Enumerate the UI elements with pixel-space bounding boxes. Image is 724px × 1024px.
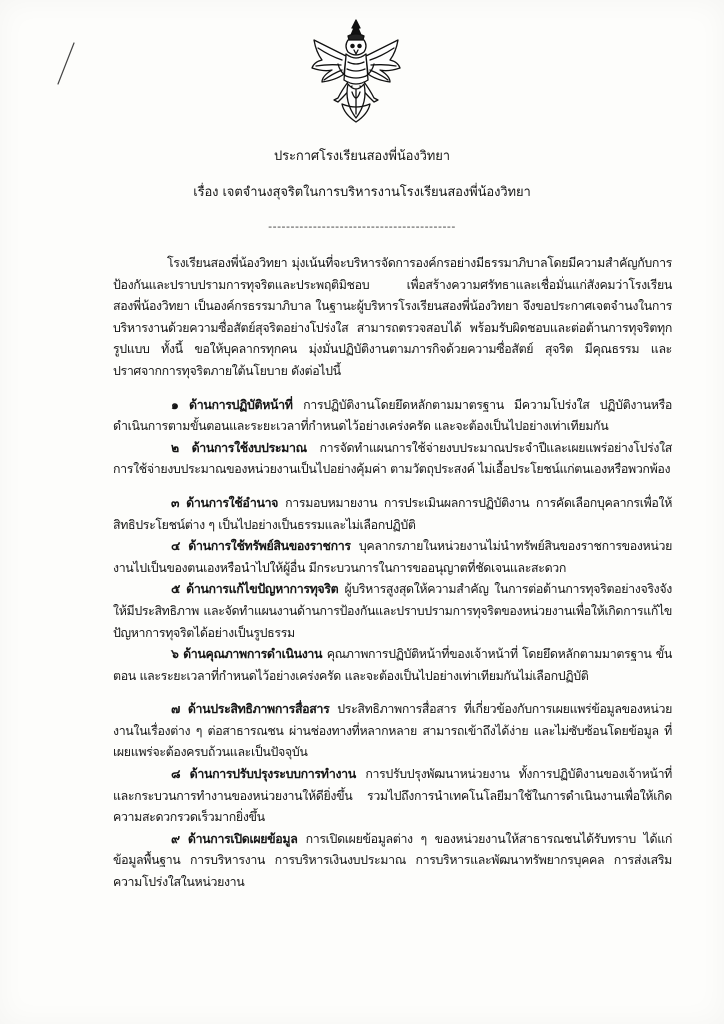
policy-item (113, 535, 672, 578)
policy-item-heading: ๓ ด้านการใช้อำนาจ (171, 494, 286, 510)
policy-item-text: การเปิดเผยข้อมูลต่าง ๆ ของหน่วยงานให้สาธารณชนได้รับทราบ ได้แก่ ข้อมูลพื้นฐาน การบริหารงาน การบริหารเงินงบประมาณ การบริหารและพัฒนาทรัพยากรบุคคล การส่งเสริมความโปร่งใสในหน่วยงาน (113, 830, 673, 890)
policy-item-text: คุณภาพการปฏิบัติหน้าที่ของเจ้าหน้าที่ โดยยึดหลักตามมาตรฐาน ขั้นตอน และระยะเวลาที่กำหนดไว้อย่างเคร่งครัด และจะต้องเป็นไปอย่างเท่าเทียมกันไม่เลือกปฏิบัติ (113, 646, 673, 683)
policy-item-text: การปรับปรุงพัฒนาหน่วยงาน ทั้งการปฏิบัติงานของเจ้าหน้าที่และกระบวนการทำงานของหน่วยงานให้ดียิ่งขึ้น รวมไปถึงการนำเทคโนโลยีมาใช้ในการดำเนินงานเพื่อให้เกิดความสะดวกรวดเร็วมากยิ่งขึ้น (113, 766, 673, 825)
policy-item-text: ผู้บริหารสูงสุดให้ความสำคัญ ในการต่อต้านการทุจริตอย่างจริงจัง ให้มีประสิทธิภาพ และจัดทำแผนงานด้านการป้องกันและปราบปรามการทุจริตของหน่วยงานเพื่อให้เกิดการแก้ไขปัญหาการทุจริตได้อย่างเป็นรูปธรรม (113, 581, 672, 640)
policy-item-text: การจัดทำแผนการใช้จ่ายงบประมาณประจำปีและเผยแพร่อย่างโปร่งใส การใช้จ่ายงบประมาณของหน่วยงานเป็นไปอย่างคุ้มค่า ตามวัตถุประสงค์ ไม่เอื้อประโยชน์แก่ตนเองหรือพวกพ้อง (113, 439, 672, 477)
separator-line: ------------------------------------------ (268, 220, 456, 233)
policy-item-heading: ๗ ด้านประสิทธิภาพการสื่อสาร (171, 701, 338, 717)
garuda-emblem (308, 18, 404, 124)
policy-item (113, 643, 672, 686)
policy-item (113, 492, 672, 535)
policy-item (113, 578, 672, 643)
policy-item-heading: ๖ ด้านคุณภาพการดำเนินงาน (171, 646, 327, 662)
policy-item-text: บุคลากรภายในหน่วยงานไม่นำทรัพย์สินของราชการของหน่วยงานไปเป็นของตนเองหรือนำไปให้ผู้อื่น มีกระบวนการในการขออนุญาตที่ชัดเจนและสะดวก (113, 538, 672, 575)
announcement-body (113, 252, 672, 893)
page-title: ประกาศโรงเรียนสองพี่น้องวิทยา (274, 149, 450, 164)
policy-item (113, 394, 672, 437)
policy-item-heading: ๙ ด้านการเปิดเผยข้อมูล (171, 830, 306, 846)
policy-item-heading: ๒ ด้านการใช้งบประมาณ (171, 439, 320, 455)
policy-item (113, 828, 672, 893)
policy-item (113, 437, 672, 480)
pen-stroke-mark (50, 40, 80, 90)
policy-item-text: การมอบหมายงาน การประเมินผลการปฏิบัติงาน การคัดเลือกบุคลากรเพื่อให้สิทธิประโยชน์ต่าง ๆ เป็นไปอย่างเป็นธรรมและไม่เลือกปฏิบัติ (113, 494, 673, 532)
policy-item (113, 698, 672, 763)
policy-item-heading: ๑ ด้านการปฏิบัติหน้าที่ (171, 396, 304, 412)
policy-item-heading: ๔ ด้านการใช้ทรัพย์สินของราชการ (171, 538, 359, 554)
intro-paragraph: โรงเรียนสองพี่น้องวิทยา มุ่งเน้นที่จะบริหารจัดการองค์กรอย่างมีธรรมาภิบาลโดยมีความสำคัญกับการป้องกันและปราบปรามการทุจริตและประพฤติมิชอบ เพื่อสร้างความศรัทธาและเชื่อมั่นแก่สังคมว่าโรงเรียนสองพี่น้องวิทยา เป็นองค์กรธรรมาภิบาล ในฐานะผู้บริหารโรงเรียนสองพี่น้องวิทยา จึงขอประกาศเจตจำนงในการบริหารงานด้วยความซื่อสัตย์สุจริตอย่างโปร่งใส สามารถตรวจสอบได้ พร้อมรับผิดชอบและต่อต้านการทุจริตทุกรูปแบบ ทั้งนี้ ขอให้บุคลากรทุกคน มุ่งมั่นปฏิบัติงานตามภารกิจด้วยความซื่อสัตย์ สุจริต มีคุณธรรม และปราศจากการทุจริตภายใต้นโยบาย ดังต่อไปนี้ (113, 255, 672, 378)
policy-item-text: ประสิทธิภาพการสื่อสาร ที่เกี่ยวข้องกับการเผยแพร่ข้อมูลของหน่วยงานในเรื่องต่าง ๆ ต่อสาธารณชน ผ่านช่องทางที่หลากหลาย สามารถเข้าถึงได้ง่าย และไม่ซับซ้อนโดยข้อมูล ที่เผยแพร่จะต้องครบถ้วนและเป็นปัจจุบัน (113, 701, 672, 760)
policy-item-text: การปฏิบัติงานโดยยึดหลักตามมาตรฐาน มีความโปร่งใส ปฏิบัติงานหรือดำเนินการตามขั้นตอนและระยะเวลาที่กำหนดไว้อย่างเคร่งครัด และจะต้องเป็นไปอย่างเท่าเทียมกัน (113, 396, 672, 434)
policy-item (113, 763, 672, 828)
subject-line: เรื่อง เจตจำนงสุจริตในการบริหารงานโรงเรียนสองพี่น้องวิทยา (193, 185, 531, 200)
policy-item-heading: ๕ ด้านการแก้ไขปัญหาการทุจริต (171, 581, 345, 597)
policy-item-heading: ๘ ด้านการปรับปรุงระบบการทำงาน (171, 766, 366, 782)
